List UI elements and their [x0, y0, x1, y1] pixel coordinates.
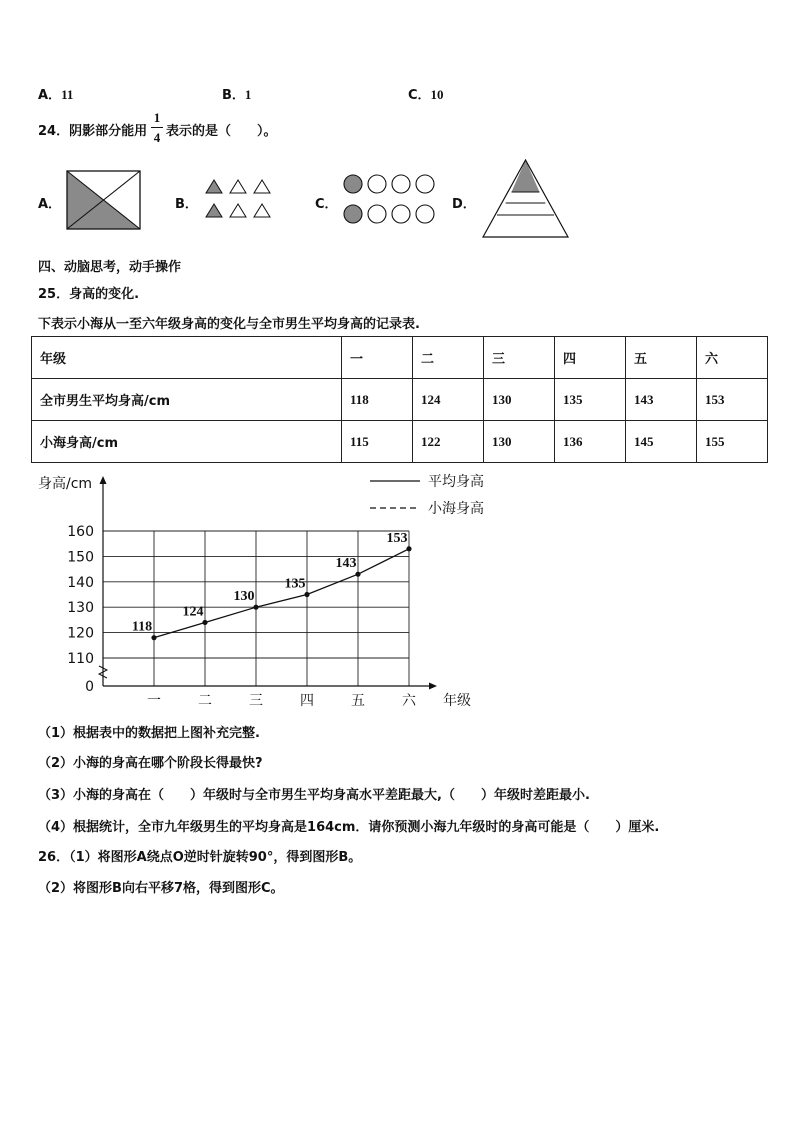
data-label: 143: [335, 556, 357, 572]
q24-option-b-label: B．: [175, 197, 198, 212]
table-cell: 五: [626, 337, 697, 379]
table-cell: 118: [342, 379, 413, 421]
option-a-figure: [66, 170, 142, 230]
table-cell: 六: [697, 337, 768, 379]
q24-option-a-label: A．: [38, 197, 62, 212]
q23-option-c: C．10: [408, 87, 444, 103]
table-cell: 四: [555, 337, 626, 379]
section-four-title: 四、动脑思考，动手操作: [38, 260, 182, 275]
y-tick-label: 110: [67, 651, 94, 667]
q24-option-d-label: D．: [452, 197, 476, 212]
data-point: [406, 546, 411, 551]
q24-frac-bar: [151, 127, 163, 128]
height-line-chart: [0, 468, 794, 713]
q26-part-2: （2）将图形B向右平移7格，得到图形C。: [38, 881, 284, 896]
table-cell: 115: [342, 421, 413, 463]
table-row: [32, 379, 768, 421]
y-tick-label: 120: [67, 625, 94, 642]
table-cell: 136: [555, 421, 626, 463]
y-axis-arrow-icon: [100, 476, 107, 484]
data-label: 135: [284, 576, 306, 592]
legend-xiaohai-label: 小海身高: [428, 501, 484, 517]
x-tick-label: 一: [147, 693, 161, 709]
table-cell: 153: [697, 379, 768, 421]
data-label: 118: [131, 619, 153, 635]
q26-part-1: 26．（1）将图形A绕点O逆时针旋转90°，得到图形B。: [38, 850, 362, 865]
q24-prefix: 24．阴影部分能用: [38, 124, 148, 139]
q24-frac-num: 1: [153, 110, 161, 125]
option-b-figure: [205, 178, 271, 222]
data-label: 153: [386, 530, 408, 546]
data-point: [151, 635, 156, 640]
x-tick-label: 二: [198, 693, 212, 709]
option-d-figure: [482, 158, 572, 240]
q24-frac-den: 4: [153, 130, 161, 145]
legend-average-label: 平均身高: [428, 474, 484, 490]
table-header-row: [32, 337, 768, 379]
table-cell: 年级: [32, 337, 342, 379]
table-cell: 122: [413, 421, 484, 463]
table-cell: 三: [484, 337, 555, 379]
series-line: [154, 549, 409, 638]
x-axis-arrow-icon: [429, 683, 437, 690]
y-tick-label: 130: [67, 600, 94, 617]
table-cell: 全市男生平均身高/cm: [32, 379, 342, 421]
y-axis-label: 身高/cm: [38, 476, 93, 492]
q25-question-3: （3）小海的身高在（ ）年级时与全市男生平均身高水平差距最大,（ ）年级时差距最小.: [38, 788, 590, 803]
table-row: [32, 421, 768, 463]
table-cell: 小海身高/cm: [32, 421, 342, 463]
q24-option-c-label: C．: [315, 197, 338, 212]
chart-axes: [99, 476, 437, 690]
q23-option-a: A．11: [38, 87, 74, 103]
table-cell: 124: [413, 379, 484, 421]
y-tick-label: 140: [67, 574, 94, 591]
table-cell: 135: [555, 379, 626, 421]
q24-suffix: 表示的是（ ）。: [166, 124, 277, 139]
data-label: 124: [182, 604, 204, 620]
data-point: [304, 592, 309, 597]
chart-legend: [370, 473, 484, 517]
x-tick-label: 四: [300, 693, 314, 709]
q25-title: 25．身高的变化.: [38, 287, 140, 302]
data-point: [202, 620, 207, 625]
x-axis-label: 年级: [443, 693, 471, 709]
table-cell: 130: [484, 379, 555, 421]
data-label: 130: [233, 589, 255, 605]
y-tick-label: 150: [67, 549, 94, 566]
y-tick-label: 160: [67, 524, 94, 540]
height-record-table: [31, 336, 768, 463]
q25-intro: 下表示小海从一至六年级身高的变化与全市男生平均身高的记录表.: [38, 317, 420, 332]
table-cell: 155: [697, 421, 768, 463]
table-cell: 130: [484, 421, 555, 463]
q25-question-1: （1）根据表中的数据把上图补充完整.: [38, 726, 260, 741]
data-point: [253, 605, 258, 610]
y-tick-label: 0: [85, 679, 94, 695]
data-point: [355, 572, 360, 577]
table-cell: 143: [626, 379, 697, 421]
q25-question-4: （4）根据统计，全市九年级男生的平均身高是164cm．请你预测小海九年级时的身高可能是（ ）厘米.: [38, 820, 660, 835]
table-cell: 145: [626, 421, 697, 463]
q23-option-b: B．1: [222, 87, 252, 103]
option-c-figure: [342, 173, 438, 225]
table-cell: 二: [413, 337, 484, 379]
axis-break-icon: [99, 666, 107, 678]
x-tick-label: 三: [249, 693, 263, 709]
q25-question-2: （2）小海的身高在哪个阶段长得最快?: [38, 756, 263, 771]
table-cell: 一: [342, 337, 413, 379]
x-tick-label: 五: [351, 693, 365, 709]
x-tick-label: 六: [402, 693, 416, 709]
